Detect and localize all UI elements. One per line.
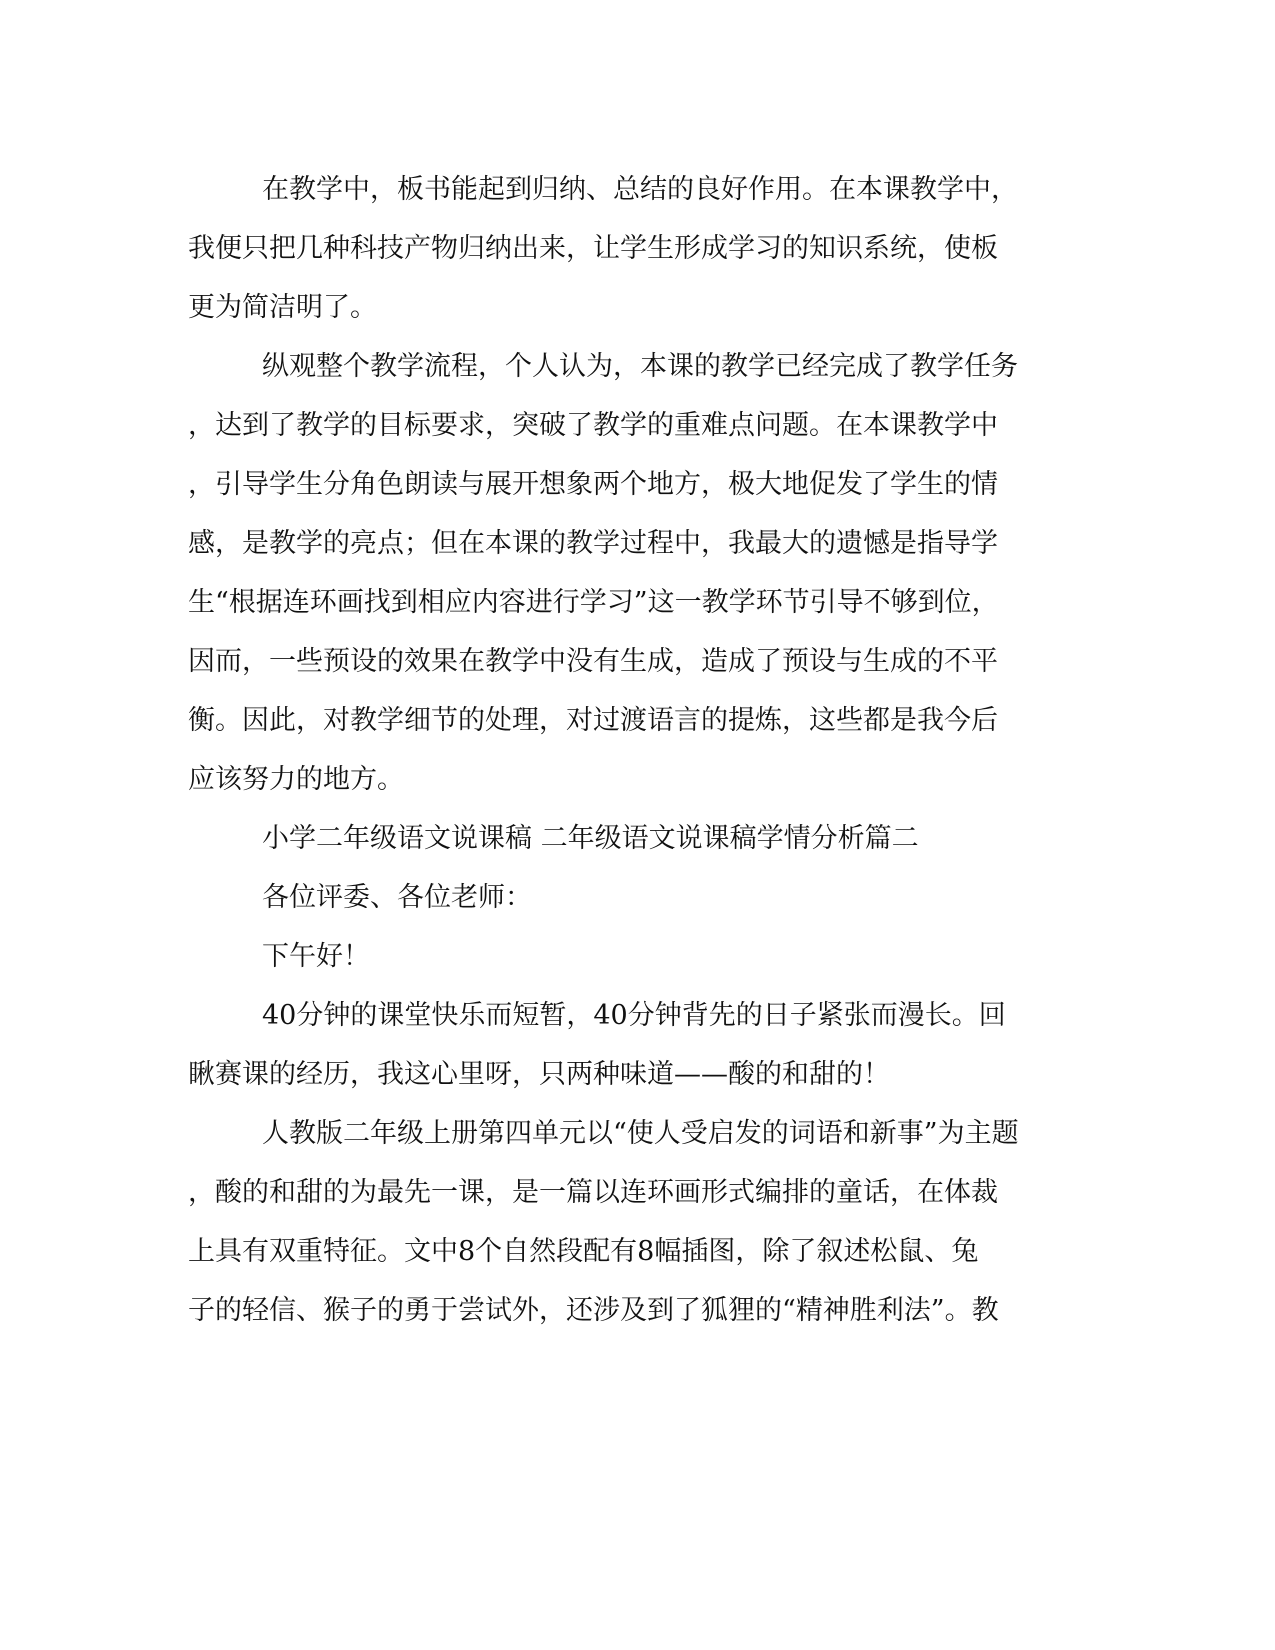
text-line: ，达到了教学的目标要求，突破了教学的重难点问题。在本课教学中	[188, 410, 998, 441]
text-line: 瞅赛课的经历，我这心里呀，只两种味道——酸的和甜的！	[188, 1059, 890, 1090]
text-line: 人教版二年级上册第四单元以“使人受启发的词语和新事”为主题	[262, 1118, 1019, 1149]
text-line: 上具有双重特征。文中8个自然段配有8幅插图，除了叙述松鼠、兔	[188, 1236, 979, 1267]
text-line: 下午好！	[262, 941, 370, 972]
text-line: 我便只把几种科技产物归纳出来，让学生形成学习的知识系统，使板	[188, 233, 998, 264]
text-line: ，引导学生分角色朗读与展开想象两个地方，极大地促发了学生的情	[188, 469, 998, 500]
text-line: 子的轻信、猴子的勇于尝试外，还涉及到了狐狸的“精神胜利法”。教	[188, 1295, 999, 1326]
text-line: 纵观整个教学流程，个人认为，本课的教学已经完成了教学任务	[262, 351, 1018, 382]
text-line: 更为简洁明了。	[188, 292, 377, 323]
section-heading: 小学二年级语文说课稿 二年级语文说课稿学情分析篇二	[262, 823, 919, 854]
text-line: 40分钟的课堂快乐而短暂，40分钟背先的日子紧张而漫长。回	[262, 1000, 1006, 1031]
text-line: 因而，一些预设的效果在教学中没有生成，造成了预设与生成的不平	[188, 646, 998, 677]
text-line: 生“根据连环画找到相应内容进行学习”这一教学环节引导不够到位，	[188, 587, 999, 618]
text-line: 感，是教学的亮点；但在本课的教学过程中，我最大的遗憾是指导学	[188, 528, 998, 559]
text-line: 应该努力的地方。	[188, 764, 404, 795]
text-line: 衡。因此，对教学细节的处理，对过渡语言的提炼，这些都是我今后	[188, 705, 998, 736]
text-line: ，酸的和甜的为最先一课，是一篇以连环画形式编排的童话，在体裁	[188, 1177, 998, 1208]
text-line: 各位评委、各位老师：	[262, 882, 532, 913]
text-line: 在教学中，板书能起到归纳、总结的良好作用。在本课教学中，	[262, 174, 1018, 205]
